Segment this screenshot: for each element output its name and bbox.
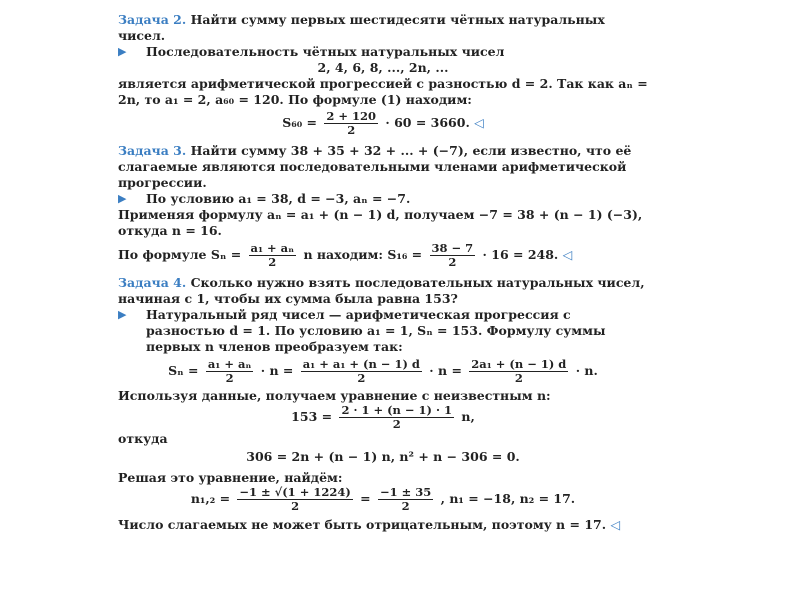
task4-f4-b-num: −1 ± 35 [379, 485, 432, 499]
solution-marker-icon: ▶ [118, 192, 127, 205]
task2-label: Задача 2. [118, 12, 187, 27]
task4-solution-line2: Используя данные, получаем уравнение с неизвестным n: [118, 388, 551, 403]
task3-solution-line1 [118, 191, 648, 207]
task4-f2-end: n, [461, 409, 475, 424]
task2-text: Найти сумму первых шестидесяти чётных натуральных чисел. [118, 12, 605, 43]
task4-f1-frac-b [301, 358, 422, 385]
task4-formula4 [118, 486, 648, 513]
task3-label: Задача 3. [118, 143, 187, 158]
task4-f4-a-den: 2 [291, 499, 300, 513]
qed-icon: ◁ [562, 247, 573, 262]
task4-f1-a-den: 2 [225, 371, 234, 385]
task4-label: Задача 4. [118, 275, 187, 290]
task4-statement [118, 275, 648, 307]
task4-f1-end: · n. [575, 363, 598, 378]
task2-fraction [324, 110, 378, 137]
task4-formula3: 306 = 2n + (n − 1) n, n² + n − 306 = 0. [246, 449, 520, 464]
task3-frac1-num: a₁ + aₙ [250, 241, 295, 255]
task4-f2-num: 2 · 1 + (n − 1) · 1 [341, 403, 453, 417]
task4-f1-lhs: Sₙ = [168, 363, 199, 378]
task4-f2-frac [339, 404, 454, 431]
task4-solution-line1 [118, 307, 648, 355]
task3-formula-prefix: По формуле Sₙ = [118, 247, 242, 262]
task2-solution-line2: является арифметической прогрессией с разностью d = 2. Так как aₙ = 2n, то a₁ = 2, a₆₀ = 120. По формуле (1) находим: [118, 76, 648, 107]
task4-solution-line3: Решая это уравнение, найдём: [118, 470, 343, 485]
task4-f1-frac-c [469, 358, 568, 385]
task2-sequence: 2, 4, 6, 8, ..., 2n, ... [317, 60, 449, 75]
task4-f2-den: 2 [392, 417, 401, 431]
task4-f1-dot2: · n = [429, 363, 462, 378]
task2-formula-lhs: S₆₀ = [282, 115, 318, 130]
task4-f4-eq: = [360, 491, 371, 506]
task3-fraction2 [430, 242, 476, 269]
task4-f2-lhs: 153 = [291, 409, 333, 424]
task3-frac2-num: 38 − 7 [431, 241, 474, 255]
task4-f4-frac-b [378, 486, 433, 513]
task4-f1-c-num: 2a₁ + (n − 1) d [471, 357, 567, 371]
qed-icon: ◁ [474, 115, 484, 130]
task4-f1-b-den: 2 [357, 371, 366, 385]
task3-frac2-den: 2 [448, 255, 457, 269]
task4-f4-end: , n₁ = −18, n₂ = 17. [440, 491, 576, 506]
task2-formula [118, 110, 648, 137]
task3-fraction1 [249, 242, 297, 269]
task2-statement [118, 12, 648, 44]
task4-f1-c-den: 2 [514, 371, 523, 385]
task4-f4-frac-a [237, 486, 352, 513]
task4-f1-dot1: · n = [260, 363, 294, 378]
task2-frac-den: 2 [347, 123, 356, 137]
task3-formula-rhs: · 16 = 248. [482, 247, 559, 262]
task2-formula-rhs: · 60 = 3660. [385, 115, 470, 130]
task4-f4-b-den: 2 [401, 499, 410, 513]
task2-sol-text1: Последовательность чётных натуральных чисел [146, 44, 505, 59]
qed-icon: ◁ [610, 517, 621, 532]
solution-marker-icon: ▶ [118, 308, 127, 321]
task4-conclusion-text: Число слагаемых не может быть отрицательным, поэтому n = 17. [118, 517, 607, 532]
task4-f1-frac-a [206, 358, 254, 385]
task2-solution-line1 [118, 44, 648, 60]
task2-frac-num: 2 + 120 [326, 109, 377, 123]
task4-text: Сколько нужно взять последовательных натуральных чисел, начиная с 1, чтобы их сумма была равна 153? [118, 275, 645, 306]
task3-formula-mid: n находим: S₁₆ = [303, 247, 423, 262]
task3-solution-line2: Применяя формулу aₙ = a₁ + (n − 1) d, получаем −7 = 38 + (n − 1) (−3), откуда n = 16. [118, 207, 643, 238]
task3-frac1-den: 2 [268, 255, 277, 269]
task4-sol-text1: Натуральный ряд чисел — арифметическая прогрессия с разностью d = 1. По условию a₁ = 1, Sₙ = 153. Формулу суммы первых n членов преобразуем так: [146, 307, 606, 354]
textbook-page [118, 12, 648, 533]
task4-formula2 [118, 404, 648, 431]
task4-f4-lhs: n₁,₂ = [190, 491, 231, 506]
task4-conclusion [118, 517, 648, 533]
task3-statement [118, 143, 648, 191]
task4-f4-a-num: −1 ± √(1 + 1224) [239, 485, 351, 499]
task3-text: Найти сумму 38 + 35 + 32 + ... + (−7), если известно, что её слагаемые являются последовательными членами арифметической прогрессии. [118, 143, 632, 190]
task4-f1-b-num: a₁ + a₁ + (n − 1) d [302, 357, 420, 371]
solution-marker-icon: ▶ [118, 45, 127, 58]
task3-sol-text1: По условию a₁ = 38, d = −3, aₙ = −7. [146, 191, 411, 206]
task4-f1-a-num: a₁ + aₙ [207, 357, 252, 371]
task4-formula1 [118, 358, 648, 385]
task4-otkuda: откуда [118, 431, 168, 446]
task3-formula [118, 242, 648, 269]
